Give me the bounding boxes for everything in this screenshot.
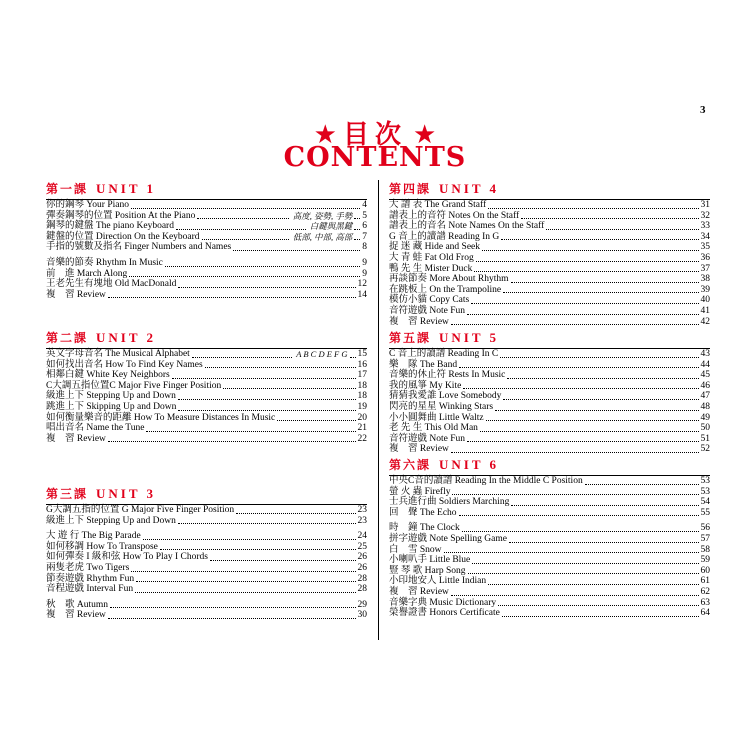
toc-entry[interactable]	[46, 242, 367, 253]
entry-title: 跳進上下 Skipping Up and Down	[46, 401, 177, 412]
dot-leader	[136, 580, 355, 582]
dot-leader	[474, 270, 698, 272]
toc-entry[interactable]	[389, 317, 710, 328]
entry-title: 閃亮的星星 Winking Stars	[389, 401, 494, 412]
toc-entry[interactable]	[389, 534, 710, 545]
entry-page-number: 28	[357, 584, 367, 595]
entry-title: 榮譽證書 Honors Certificate	[389, 608, 500, 619]
entry-title: 英文字母音名 The Musical Alphabet	[46, 349, 190, 359]
entry-page-number: 36	[700, 252, 710, 263]
entry-page-number: 52	[700, 444, 710, 455]
entry-title: 譜表上的音符 Notes On the Staff	[389, 210, 520, 221]
unit-section	[389, 331, 710, 455]
dot-leader	[472, 562, 698, 564]
toc-entry[interactable]	[389, 221, 710, 232]
unit-heading	[46, 487, 367, 501]
entry-page-number: 57	[700, 533, 710, 544]
entry-page-number: 5	[362, 210, 367, 221]
toc-entry[interactable]	[46, 279, 367, 290]
dot-leader	[202, 238, 289, 240]
entry-page-number: 16	[357, 359, 367, 370]
dot-leader	[468, 572, 699, 574]
entry-page-number: 15	[357, 349, 367, 359]
dot-leader	[178, 409, 355, 411]
entry-page-number: 50	[700, 423, 710, 434]
toc-entry[interactable]	[46, 391, 367, 402]
toc-entry[interactable]	[46, 516, 367, 527]
entry-page-number: 60	[700, 565, 710, 576]
entry-title: 手指的號數及指名 Finger Numbers and Names	[46, 242, 232, 253]
entry-title: G 音上的讀譜 Reading In G	[389, 231, 500, 242]
entry-page-number: 44	[700, 359, 710, 370]
unit-heading-cn: 第一課	[46, 182, 89, 196]
toc-entry[interactable]	[46, 370, 367, 381]
entry-page-number: 49	[700, 412, 710, 423]
entry-page-number: 43	[700, 349, 710, 359]
entry-page-number: 14	[357, 289, 367, 300]
dot-leader	[521, 217, 698, 219]
dot-leader	[486, 419, 699, 421]
unit-section	[389, 458, 710, 619]
entry-title: 我的風箏 My Kite	[389, 380, 462, 391]
entry-page-number: 45	[700, 370, 710, 381]
entry-title: 音程遊戲 Interval Fun	[46, 584, 134, 595]
toc-entry[interactable]	[46, 200, 367, 211]
entry-page-number: 21	[357, 423, 367, 434]
toc-entry[interactable]	[389, 306, 710, 317]
dot-leader	[459, 514, 699, 516]
entry-title: 小喇叭手 Little Blue	[389, 555, 471, 566]
dot-leader	[178, 398, 356, 400]
toc-entry[interactable]	[389, 295, 710, 306]
entry-title: 士兵進行曲 Soldiers Marching	[389, 497, 510, 508]
entry-page-number: 19	[357, 401, 367, 412]
entry-title: 拼字遊戲 Note Spelling Game	[389, 533, 507, 544]
dot-leader	[507, 377, 698, 379]
toc-entry[interactable]	[389, 349, 710, 360]
entry-page-number: 59	[700, 555, 710, 566]
dot-leader	[511, 504, 698, 506]
toc-entry[interactable]	[389, 232, 710, 243]
entry-title: 兩隻老虎 Two Tigers	[46, 562, 130, 573]
dot-leader	[210, 559, 356, 561]
toc-entry[interactable]	[389, 566, 710, 577]
dot-leader	[502, 615, 699, 617]
dot-leader	[467, 440, 698, 442]
entry-page-number: 37	[700, 263, 710, 274]
toc-entry[interactable]	[46, 600, 367, 611]
toc-entry[interactable]	[46, 360, 367, 371]
entry-page-number: 29	[357, 599, 367, 610]
entry-title: C大調五指位置C Major Five Finger Position	[46, 380, 222, 391]
toc-entry[interactable]	[46, 574, 367, 585]
entry-page-number: 55	[700, 507, 710, 518]
toc-entry[interactable]	[389, 370, 710, 381]
entry-title: 級進上下 Stepping Up and Down	[46, 515, 176, 526]
entry-title: 複 習 Review	[389, 444, 449, 455]
entry-title: 音樂的休止符 Rests In Music	[389, 370, 506, 381]
toc-entry[interactable]	[389, 598, 710, 609]
dot-leader	[108, 617, 356, 619]
dot-leader	[462, 530, 699, 532]
entry-title: 音符遊戲 Note Fun	[389, 305, 466, 316]
toc-entry[interactable]	[46, 552, 367, 563]
toc-entry[interactable]	[46, 563, 367, 574]
unit-heading-cn: 第二課	[46, 331, 89, 345]
entry-page-number: 18	[357, 380, 367, 391]
entry-page-number: 48	[700, 401, 710, 412]
entry-page-number: 40	[700, 295, 710, 306]
dot-leader	[480, 430, 699, 432]
toc-entry[interactable]	[389, 381, 710, 392]
dot-leader	[277, 419, 355, 421]
dot-leader	[546, 228, 698, 230]
entry-title: 秋 歌 Autumn	[46, 599, 109, 610]
toc-entry[interactable]	[389, 360, 710, 371]
entry-page-number: 56	[700, 523, 710, 534]
dot-leader	[488, 583, 698, 585]
dot-leader	[498, 604, 698, 606]
entry-page-number: 18	[357, 391, 367, 402]
toc-entry[interactable]	[389, 253, 710, 264]
dot-leader	[160, 548, 356, 550]
toc-entry[interactable]	[46, 232, 367, 243]
entry-subtopics: 高度, 姿勢, 手勢	[292, 210, 353, 221]
dot-leader	[131, 207, 360, 209]
entry-page-number: 47	[700, 391, 710, 402]
entry-title: 大 遊 行 The Big Parade	[46, 531, 141, 542]
entry-title: 彈奏鋼琴的位置 Position At the Piano	[46, 210, 196, 221]
entry-title: 猜猜我愛誰 Love Somebody	[389, 391, 502, 402]
entry-page-number: 8	[362, 242, 367, 253]
toc-entry[interactable]	[46, 610, 367, 621]
dot-leader	[178, 522, 356, 524]
entry-title: 時 鐘 The Clock	[389, 523, 460, 534]
entry-page-number: 26	[357, 562, 367, 573]
toc-entry[interactable]	[389, 402, 710, 413]
entry-title: 小小圓舞曲 Little Waltz	[389, 412, 484, 423]
star-icon: ★	[413, 120, 437, 150]
entry-title: 捉 迷 藏 Hide and Seek	[389, 242, 481, 253]
toc-entry[interactable]	[389, 434, 710, 445]
star-icon: ★	[313, 120, 337, 150]
entry-page-number: 25	[357, 541, 367, 552]
entry-page-number: 30	[357, 610, 367, 621]
dot-leader	[108, 296, 356, 298]
entry-page-number: 4	[362, 200, 367, 210]
entry-title: 複 習 Review	[46, 433, 106, 444]
toc-entry[interactable]	[46, 269, 367, 280]
toc-entry[interactable]	[46, 221, 367, 232]
unit-heading	[46, 182, 367, 196]
dot-leader	[451, 594, 699, 596]
dot-leader	[165, 265, 360, 267]
entry-title: 回 聲 The Echo	[389, 507, 457, 518]
unit-section	[46, 487, 367, 621]
entry-title: 如何移調 How To Transpose	[46, 541, 158, 552]
unit-heading	[389, 182, 710, 196]
dot-leader	[500, 356, 698, 358]
dot-leader	[172, 377, 356, 379]
entry-title: C 音上的讀譜 Reading In C	[389, 349, 499, 359]
entry-title: 王老先生有塊地 Old MacDonald	[46, 279, 177, 290]
toc-entry[interactable]	[389, 274, 710, 285]
dot-leader	[459, 366, 698, 368]
toc-entry[interactable]	[389, 608, 710, 619]
title-english: CONTENTS	[283, 142, 467, 173]
entry-page-number: 23	[357, 515, 367, 526]
dot-leader	[476, 260, 699, 262]
dot-leader	[236, 512, 355, 514]
unit-heading-en: UNIT 4	[439, 181, 500, 196]
entry-title: G大調五指的位置 G Major Five Finger Position	[46, 505, 235, 515]
entry-page-number: 26	[357, 552, 367, 563]
entry-page-number: 51	[700, 433, 710, 444]
dot-leader	[585, 483, 699, 485]
entry-title: 大 青 蛙 Fat Old Frog	[389, 252, 474, 263]
entry-title: 樂 隊 The Band	[389, 359, 458, 370]
dot-leader	[131, 570, 355, 572]
entry-title: 如何找出音名 How To Find Key Names	[46, 359, 203, 370]
title-cn-text: 目次	[342, 120, 407, 150]
dot-leader	[471, 302, 698, 304]
toc-entry[interactable]	[389, 508, 710, 519]
entry-title: 大 譜 表 The Grand Staff	[389, 200, 487, 210]
entry-page-number: 46	[700, 380, 710, 391]
entry-page-number: 34	[700, 231, 710, 242]
dot-leader	[451, 323, 699, 325]
unit-section	[46, 182, 367, 300]
entry-title: 中央C音的讀譜 Reading In the Middle C Position	[389, 476, 583, 486]
toc-entry[interactable]	[46, 211, 367, 222]
entry-title: 白 雪 Snow	[389, 544, 442, 555]
entry-page-number: 53	[700, 476, 710, 486]
entry-page-number: 9	[362, 268, 367, 279]
toc-entry[interactable]	[46, 584, 367, 595]
toc-entry[interactable]	[46, 381, 367, 392]
entry-title: 複 習 Review	[46, 610, 106, 621]
unit-heading-en: UNIT 3	[96, 486, 157, 501]
entry-page-number: 39	[700, 284, 710, 295]
entry-page-number: 12	[357, 279, 367, 290]
toc-entry[interactable]	[46, 531, 367, 542]
toc-entry[interactable]	[389, 264, 710, 275]
dot-leader	[509, 541, 699, 543]
entry-title: 音樂的節奏 Rhythm In Music	[46, 257, 163, 268]
dot-leader	[108, 440, 356, 442]
toc-entry[interactable]	[389, 211, 710, 222]
page-number: 3	[700, 104, 706, 116]
entry-page-number: 9	[362, 257, 367, 268]
entry-page-number: 24	[357, 531, 367, 542]
toc-entry[interactable]	[389, 242, 710, 253]
unit-heading-cn: 第六課	[389, 458, 432, 472]
toc-entry[interactable]	[46, 542, 367, 553]
entry-title: 級進上下 Stepping Up and Down	[46, 391, 176, 402]
entry-page-number: 35	[700, 242, 710, 253]
toc-entry[interactable]	[389, 285, 710, 296]
dot-leader	[467, 313, 698, 315]
unit-heading-en: UNIT 6	[439, 457, 500, 472]
entry-page-number: 38	[700, 274, 710, 285]
dot-leader	[463, 387, 698, 389]
entry-title: 如何衡量樂音的距離 How To Measure Distances In Music	[46, 412, 276, 423]
toc-entry[interactable]	[389, 413, 710, 424]
entry-subtopics: 白鍵與黑鍵	[309, 221, 353, 232]
unit-heading-cn: 第三課	[46, 487, 89, 501]
entry-page-number: 17	[357, 370, 367, 381]
unit-heading-cn: 第五課	[389, 331, 432, 345]
dot-leader	[135, 591, 355, 593]
entry-subtopics: A B C D E F G	[296, 349, 348, 359]
dot-leader	[192, 356, 292, 358]
entry-title: 鋼琴的鍵盤 The piano Keyboard	[46, 221, 174, 232]
entry-title: 前 進 March Along	[46, 268, 128, 279]
toc-entry[interactable]	[389, 497, 710, 508]
entry-title: 鍵盤的位置 Direction On the Keyboard	[46, 231, 200, 242]
entry-page-number: 61	[700, 576, 710, 587]
toc-entry[interactable]	[389, 200, 710, 211]
unit-section	[46, 331, 367, 444]
entry-title: 節奏遊戲 Rhythm Fun	[46, 573, 135, 584]
dot-leader	[501, 238, 698, 240]
entry-title: 你的鋼琴 Your Piano	[46, 200, 129, 210]
unit-section	[389, 182, 710, 327]
entry-page-number: 28	[357, 573, 367, 584]
entry-page-number: 22	[357, 433, 367, 444]
dot-leader	[233, 249, 360, 251]
entry-page-number: 20	[357, 412, 367, 423]
toc-entry[interactable]	[389, 545, 710, 556]
toc-entry[interactable]	[46, 434, 367, 445]
entry-page-number: 33	[700, 221, 710, 232]
toc-entry[interactable]	[46, 413, 367, 424]
entry-page-number: 6	[362, 221, 367, 232]
entry-page-number: 64	[700, 608, 710, 619]
unit-heading	[389, 458, 710, 472]
dot-leader	[451, 451, 699, 453]
toc-entry[interactable]	[46, 402, 367, 413]
entry-title: 相鄰白鍵 White Key Neighbors	[46, 370, 170, 381]
dot-leader	[354, 228, 360, 230]
entry-page-number: 31	[700, 200, 710, 210]
entry-page-number: 23	[357, 505, 367, 515]
dot-leader	[223, 387, 355, 389]
unit-heading-en: UNIT 1	[96, 181, 157, 196]
dot-leader	[482, 249, 698, 251]
toc-entry[interactable]	[46, 258, 367, 269]
entry-page-number: 63	[700, 597, 710, 608]
entry-title: 如何彈奏 I 級和弦 How To Play I Chords	[46, 552, 208, 563]
entry-page-number: 58	[700, 544, 710, 555]
dot-leader	[495, 409, 698, 411]
dot-leader	[178, 286, 355, 288]
unit-heading	[389, 331, 710, 345]
toc-entry[interactable]	[46, 290, 367, 301]
toc-entry[interactable]	[389, 555, 710, 566]
unit-heading	[46, 331, 367, 345]
entry-page-number: 53	[700, 486, 710, 497]
entry-title: 音符遊戲 Note Fun	[389, 433, 466, 444]
entry-page-number: 42	[700, 316, 710, 327]
entry-title: 鴨 先 生 Mister Duck	[389, 263, 473, 274]
dot-leader	[129, 275, 360, 277]
entry-page-number: 41	[700, 305, 710, 316]
entry-page-number: 7	[362, 231, 367, 242]
dot-leader	[354, 217, 360, 219]
dot-leader	[444, 551, 699, 553]
entry-title: 譜表上的音名 Note Names On the Staff	[389, 221, 545, 232]
entry-page-number: 32	[700, 210, 710, 221]
entry-page-number: 62	[700, 586, 710, 597]
toc-entry[interactable]	[389, 576, 710, 587]
unit-heading-en: UNIT 5	[439, 330, 500, 345]
dot-leader	[354, 238, 360, 240]
dot-leader	[488, 207, 698, 209]
dot-leader	[503, 291, 698, 293]
entry-subtopics: 低部, 中部, 高部	[292, 231, 353, 242]
dot-leader	[146, 430, 355, 432]
toc-entry[interactable]	[389, 444, 710, 455]
toc-entry[interactable]	[46, 349, 367, 360]
dot-leader	[176, 228, 306, 230]
entry-title: 複 習 Review	[389, 586, 449, 597]
unit-heading-cn: 第四課	[389, 182, 432, 196]
entry-title: 模仿小貓 Copy Cats	[389, 295, 470, 306]
entry-title: 小印地安人 Little Indian	[389, 576, 487, 587]
toc-entry[interactable]	[389, 487, 710, 498]
dot-leader	[350, 356, 356, 358]
entry-title: 複 習 Review	[389, 316, 449, 327]
column-divider	[378, 180, 379, 640]
toc-entry[interactable]	[389, 587, 710, 598]
dot-leader	[197, 217, 288, 219]
entry-title: 音樂字典 Music Dictionary	[389, 597, 497, 608]
toc-entry[interactable]	[46, 423, 367, 434]
entry-title: 唱出音名 Name the Tune	[46, 423, 145, 434]
entry-title: 豎 琴 歌 Harp Song	[389, 565, 466, 576]
dot-leader	[205, 366, 356, 368]
entry-title: 再談節奏 More About Rhythm	[389, 274, 509, 285]
dot-leader	[511, 281, 699, 283]
entry-title: 螢 火 蟲 Firefly	[389, 486, 451, 497]
toc-entry[interactable]	[389, 476, 710, 487]
dot-leader	[110, 606, 355, 608]
toc-entry[interactable]	[389, 391, 710, 402]
dot-leader	[143, 538, 356, 540]
dot-leader	[503, 398, 698, 400]
toc-entry[interactable]	[46, 505, 367, 516]
toc-entry[interactable]	[389, 423, 710, 434]
unit-heading-en: UNIT 2	[96, 330, 157, 345]
entry-title: 在跳板上 On the Trampoline	[389, 284, 502, 295]
dot-leader	[452, 493, 698, 495]
toc-entry[interactable]	[389, 523, 710, 534]
entry-title: 老 先 生 This Old Man	[389, 423, 478, 434]
entry-page-number: 54	[700, 497, 710, 508]
entry-title: 複 習 Review	[46, 289, 106, 300]
